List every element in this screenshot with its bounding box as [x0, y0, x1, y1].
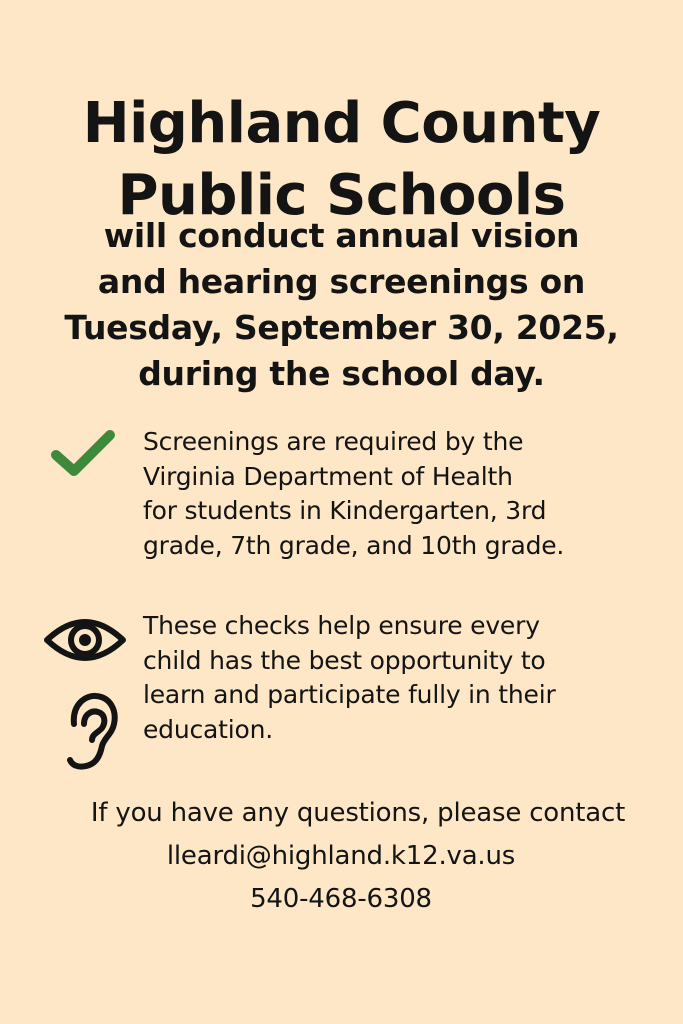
purpose-line-3: learn and participate fully in their: [143, 680, 556, 709]
contact-prompt: If you have any questions, please contact: [90, 798, 626, 828]
requirement-line-1: Screenings are required by the: [143, 427, 524, 456]
subtitle-line-1: will conduct annual vision: [103, 216, 580, 255]
subtitle-line-2: and hearing screenings on: [97, 262, 586, 301]
checkmark-icon: [48, 425, 118, 481]
purpose-line-4: education.: [143, 714, 273, 744]
eye-icon: [42, 612, 128, 668]
title-line-2: Public Schools: [117, 162, 566, 228]
contact-email[interactable]: lleardi@highland.k12.va.us: [166, 841, 516, 871]
screening-purpose-text: [143, 609, 556, 747]
title-line-1: Highland County: [82, 90, 601, 156]
subtitle-line-3: Tuesday, September 30, 2025,: [64, 308, 619, 347]
requirement-line-2: Virginia Department of Health: [143, 461, 513, 491]
contact-info: [0, 792, 683, 921]
purpose-line-2: child has the best opportunity to: [143, 645, 546, 675]
requirement-line-3: for students in Kindergarten, 3rd: [143, 496, 547, 525]
screening-requirement-text: [143, 425, 564, 563]
contact-phone[interactable]: 540-468-6308: [250, 884, 432, 914]
page-title: [0, 88, 683, 232]
announcement-subtitle: [0, 213, 683, 397]
purpose-line-1: These checks help ensure every: [143, 611, 540, 640]
ear-icon: [60, 690, 120, 774]
subtitle-line-4: during the school day.: [138, 354, 545, 393]
requirement-line-4: grade, 7th grade, and 10th grade.: [143, 530, 565, 560]
